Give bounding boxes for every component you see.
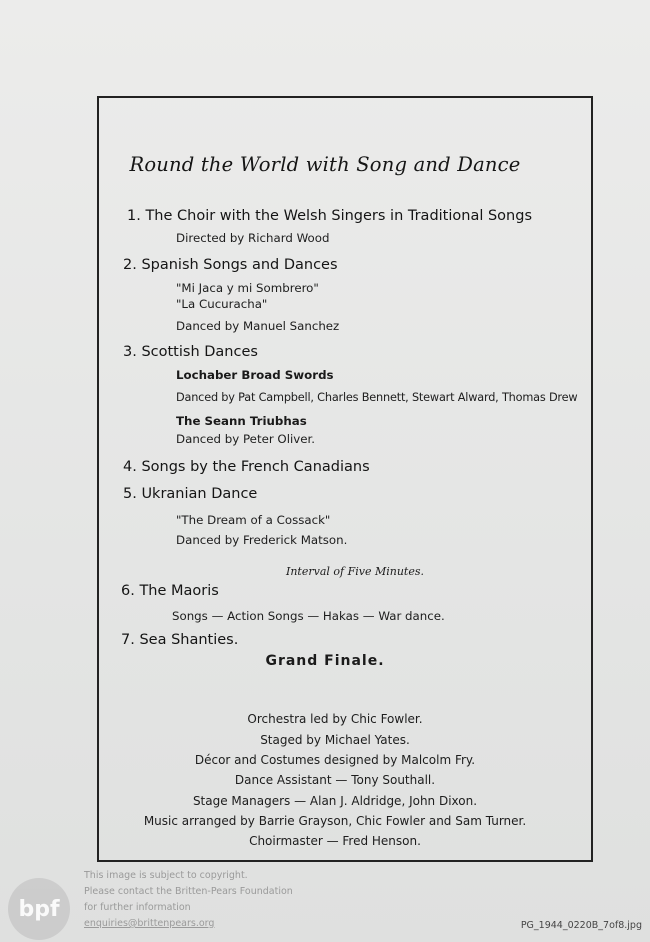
item-2-line-3: Danced by Manuel Sanchez (176, 319, 340, 333)
credit-orchestra: Orchestra led by Chic Fowler. (247, 712, 423, 726)
credit-choirmaster: Choirmaster — Fred Henson. (249, 834, 421, 848)
item-7-heading: 7. Sea Shanties. (121, 632, 239, 648)
item-1-line-1: Directed by Richard Wood (176, 231, 330, 245)
contact-email-link[interactable]: enquiries@brittenpears.org (84, 918, 215, 929)
copyright-line-1: This image is subject to copyright. (84, 870, 248, 881)
item-3-line-3: The Seann Triubhas (176, 414, 307, 428)
grand-finale-heading: Grand Finale. (265, 653, 385, 669)
credit-staging: Staged by Michael Yates. (260, 733, 410, 747)
bpf-logo (8, 878, 70, 940)
item-5-heading: 5. Ukranian Dance (123, 486, 258, 502)
item-2-line-2: "La Cucuracha" (176, 297, 268, 311)
item-3-line-4: Danced by Peter Oliver. (176, 432, 316, 446)
item-5-line-1: "The Dream of a Cossack" (176, 513, 331, 527)
item-3-line-1: Lochaber Broad Swords (176, 368, 334, 382)
item-6-line-1: Songs — Action Songs — Hakas — War dance. (172, 609, 445, 623)
bpf-logo-text: bpf (18, 896, 60, 922)
copyright-line-3: for further information (84, 902, 191, 913)
credit-decor: Décor and Costumes designed by Malcolm Fry. (194, 753, 476, 767)
item-2-line-1: "Mi Jaca y mi Sombrero" (176, 281, 319, 295)
item-6-heading: 6. The Maoris (121, 583, 219, 599)
item-1-heading: 1. The Choir with the Welsh Singers in Traditional Songs (127, 208, 533, 224)
item-3-line-2: Danced by Pat Campbell, Charles Bennett, Stewart Alward, Thomas Drew (176, 391, 578, 404)
copyright-line-2: Please contact the Britten-Pears Foundation (84, 886, 293, 897)
credit-dance-assistant: Dance Assistant — Tony Southall. (234, 773, 436, 787)
item-4-heading: 4. Songs by the French Canadians (123, 459, 370, 475)
file-id-label: PG_1944_0220B_7of8.jpg (520, 920, 642, 931)
credit-stage-managers: Stage Managers — Alan J. Aldridge, John Dixon. (192, 794, 478, 808)
item-3-heading: 3. Scottish Dances (123, 344, 258, 360)
interval-note: Interval of Five Minutes. (286, 565, 424, 578)
item-5-line-2: Danced by Frederick Matson. (176, 533, 348, 547)
item-2-heading: 2. Spanish Songs and Dances (123, 257, 338, 273)
credit-music: Music arranged by Barrie Grayson, Chic Fowler and Sam Turner. (143, 814, 527, 828)
programme-title: Round the World with Song and Dance (129, 153, 521, 176)
